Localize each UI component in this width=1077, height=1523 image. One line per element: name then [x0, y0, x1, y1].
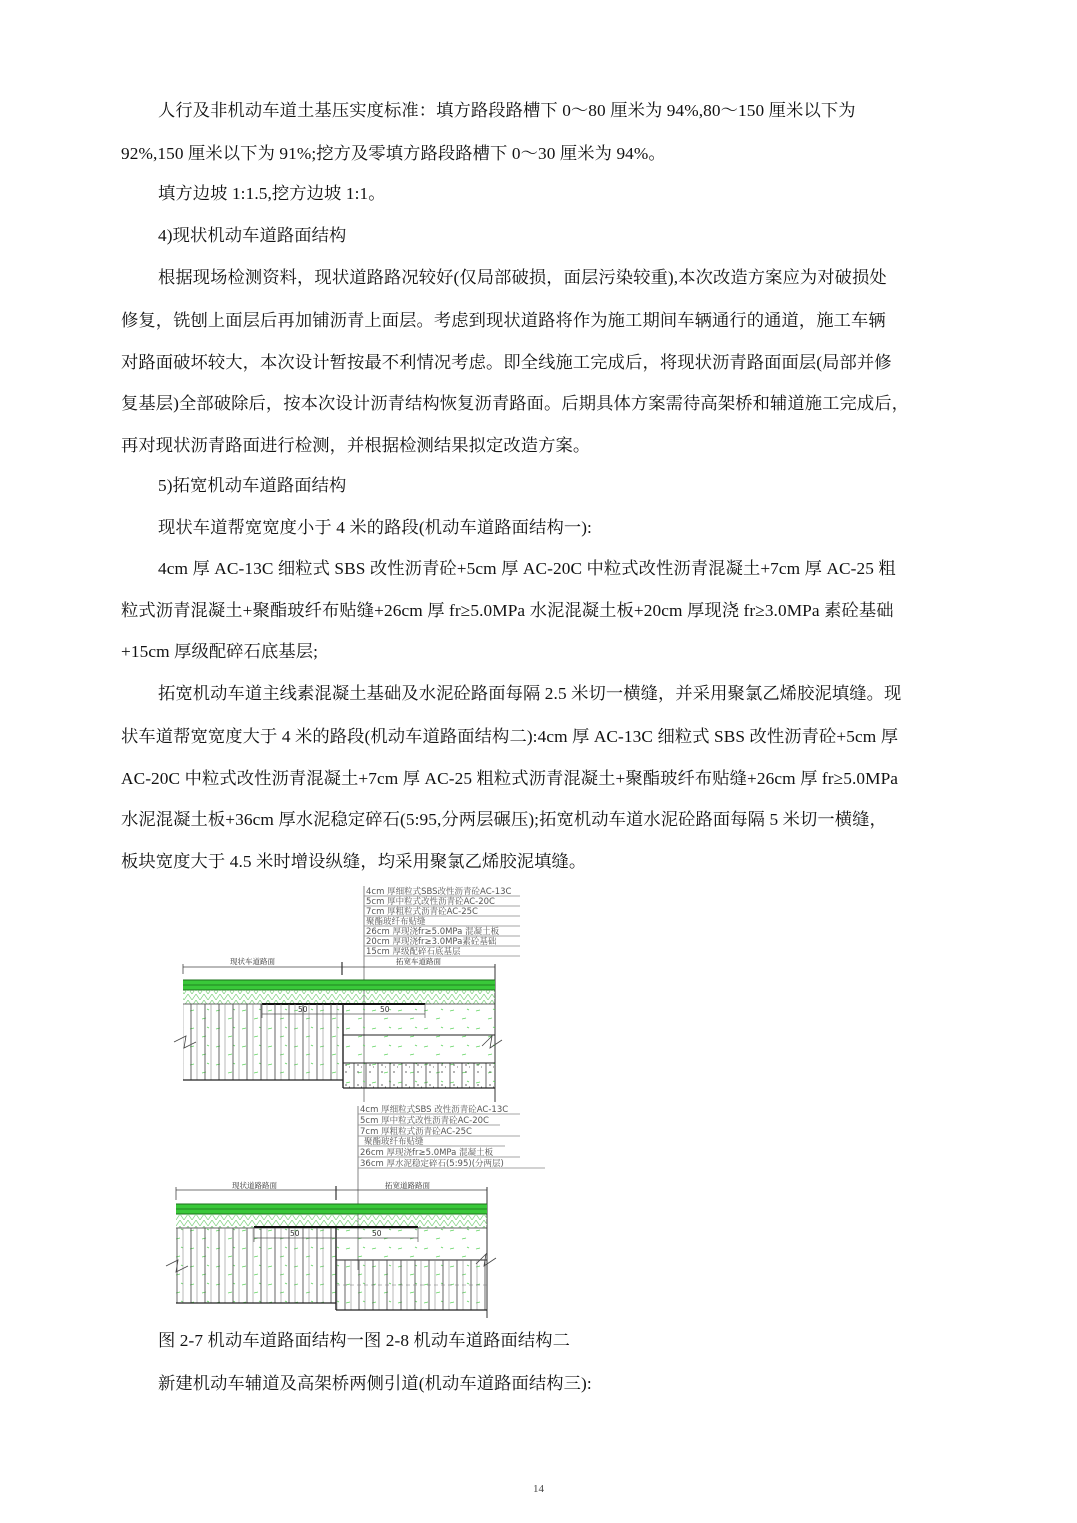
paragraph-line: 4cm 厚 AC-13C 细粒式 SBS 改性沥青砼+5cm 厚 AC-20C 中粒式改性沥青混凝土+7cm 厚 AC-25 粗 [158, 559, 896, 578]
section-heading: 5)拓宽机动车道路面结构 [158, 476, 347, 495]
legend-item: 7cm 厚粗粒式沥青砼AC-25C [360, 1127, 472, 1137]
left-section-label: 现状车道路面 [230, 957, 275, 966]
page-number: 14 [533, 1483, 544, 1495]
paragraph-line: AC-20C 中粒式改性沥青混凝土+7cm 厚 AC-25 粗粒式沥青混凝土+聚酯玻纤布贴缝+26cm 厚 fr≥5.0MPa [121, 769, 899, 788]
paragraph-line: 修复，铣刨上面层后再加铺沥青上面层。考虑到现状道路将作为施工期间车辆通行的通道，施工车辆 [121, 311, 886, 330]
paragraph-line: 根据现场检测资料，现状道路路况较好(仅局部破损，面层污染较重),本次改造方案应为对破损处 [158, 268, 887, 287]
legend-item: 聚酯玻纤布贴缝 [364, 1137, 424, 1147]
legend-item: 20cm 厚现浇fr≥3.0MPa素砼基础 [366, 937, 497, 947]
paragraph-line: 92%,150 厘米以下为 91%;挖方及零填方路段路槽下 0～30 厘米为 94%。 [121, 144, 666, 163]
paragraph-line: 再对现状沥青路面进行检测，并根据检测结果拟定改造方案。 [121, 436, 591, 455]
legend-item: 5cm 厚中粒式改性沥青砼AC-20C [360, 1116, 489, 1126]
figure-pavement-structure-two [160, 1100, 552, 1318]
dimension-label: 50 [298, 1005, 308, 1014]
legend-table [364, 886, 520, 957]
paragraph-line: 粒式沥青混凝土+聚酯玻纤布贴缝+26cm 厚 fr≥5.0MPa 水泥混凝土板+20cm 厚现浇 fr≥3.0MPa 素砼基础 [121, 601, 894, 620]
legend-item: 5cm 厚中粒式改性沥青砼AC-20C [366, 897, 495, 907]
paragraph-line: 板块宽度大于 4.5 米时增设纵缝，均采用聚氯乙烯胶泥填缝。 [121, 852, 587, 871]
section-heading: 4)现状机动车道路面结构 [158, 226, 347, 245]
paragraph-line: 现状车道帮宽宽度小于 4 米的路段(机动车道路面结构一): [158, 518, 592, 537]
paragraph-line: 复基层)全部破除后，按本次设计沥青结构恢复沥青路面。后期具体方案需待高架桥和辅道施工完成后， [121, 394, 910, 413]
dimension-label: 50 [290, 1229, 300, 1238]
paragraph-line: 人行及非机动车道土基压实度标准：填方路段路槽下 0～80 厘米为 94%,80～150 厘米以下为 [158, 101, 856, 120]
paragraph-line: 状车道帮宽宽度大于 4 米的路段(机动车道路面结构二):4cm 厚 AC-13C 细粒式 SBS 改性沥青砼+5cm 厚 [121, 727, 899, 746]
legend-item: 4cm 厚细粒式SBS改性沥青砼AC-13C [366, 887, 512, 897]
paragraph-line: 新建机动车辅道及高架桥两侧引道(机动车道路面结构三): [158, 1374, 592, 1393]
legend-item: 26cm 厚现浇fr≥5.0MPa 混凝土板 [360, 1148, 494, 1158]
legend-item: 聚酯玻纤布贴缝 [366, 917, 426, 927]
left-section-label: 现状道路路面 [232, 1181, 277, 1190]
legend-item: 36cm 厚水泥稳定碎石(5:95)(分两层) [360, 1159, 504, 1169]
paragraph-line: +15cm 厚级配碎石底基层; [121, 642, 319, 661]
paragraph-line: 拓宽机动车道主线素混凝土基础及水泥砼路面每隔 2.5 米切一横缝，并采用聚氯乙烯胶泥填缝。现 [158, 684, 902, 703]
right-section-label: 拓宽车道路面 [396, 957, 441, 966]
legend-item: 26cm 厚现浇fr≥5.0MPa 混凝土板 [366, 927, 500, 937]
dimension-label: 50 [372, 1229, 382, 1238]
paragraph-line: 填方边坡 1:1.5,挖方边坡 1:1。 [158, 184, 386, 203]
paragraph-line: 对路面破坏较大，本次设计暂按最不利情况考虑。即全线施工完成后，将现状沥青路面面层(局部并修 [121, 353, 892, 372]
paragraph-line: 水泥混凝土板+36cm 厚水泥稳定碎石(5:95,分两层碾压);拓宽机动车道水泥砼路面每隔 5 米切一横缝， [121, 810, 887, 829]
figure-caption: 图 2-7 机动车道路面结构一图 2-8 机动车道路面结构二 [158, 1331, 570, 1350]
legend-table [358, 1104, 545, 1169]
right-section-label: 拓宽道路路面 [385, 1181, 430, 1190]
legend-item: 7cm 厚粗粒式沥青砼AC-25C [366, 907, 478, 917]
dimension-label: 50 [380, 1005, 390, 1014]
legend-item: 4cm 厚细粒式SBS 改性沥青砼AC-13C [360, 1105, 509, 1115]
figure-pavement-structure-one [160, 880, 535, 1102]
legend-item: 15cm 厚级配碎石底基层 [366, 947, 461, 957]
